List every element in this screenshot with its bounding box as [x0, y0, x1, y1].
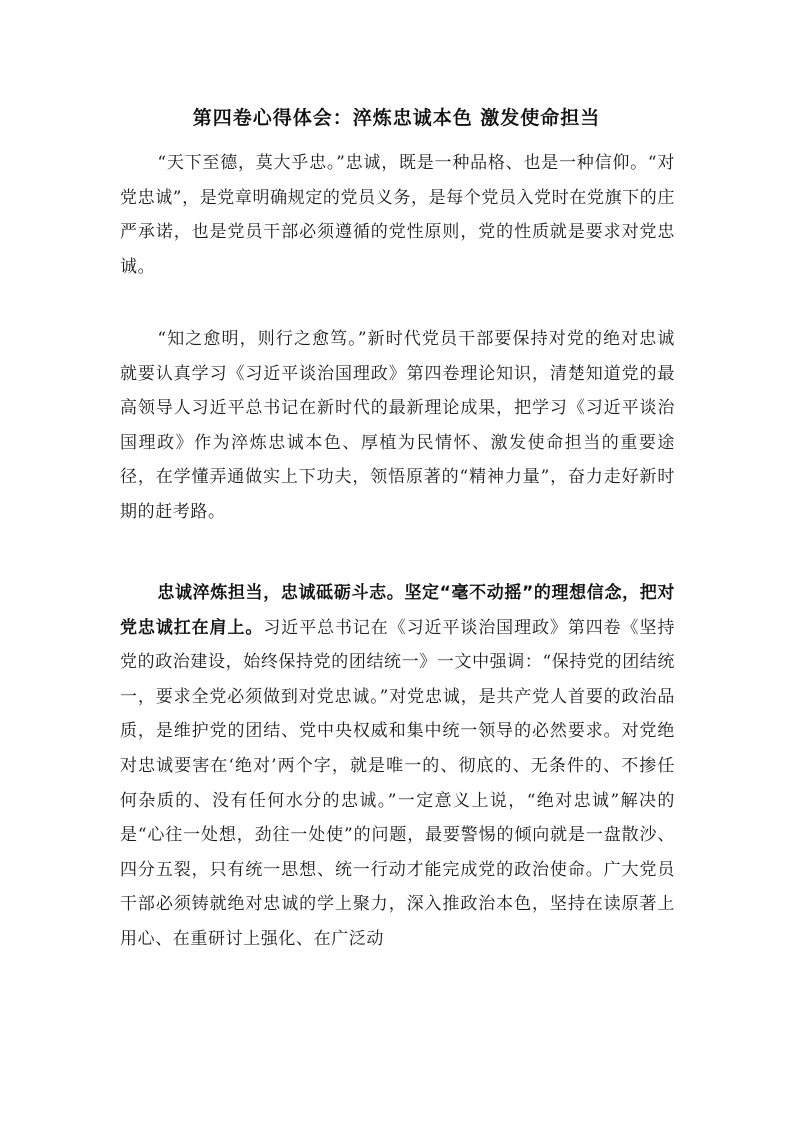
- document-title: 第四卷心得体会：淬炼忠诚本色 激发使命担当: [192, 107, 601, 129]
- paragraph-1-text: “天下至德，莫大乎忠。”忠诚，既是一种品格、也是一种信仰。“对党忠诚”，是党章明确规定的党员义务，是每个党员入党时在党旗下的庄严承诺，也是党员干部必须遵循的党性原则，党的性质就是要求对党忠诚。: [120, 153, 675, 277]
- paragraph-2: [120, 322, 675, 530]
- paragraph-3-text: 习近平总书记在《习近平谈治国理政》第四卷《坚持党的政治建设，始终保持党的团结统一》一文中强调：“保持党的团结统一，要求全党必须做到对党忠诚。”对党忠诚，是共产党人首要的政治品质，是维护党的团结、党中央权威和集中统一领导的必然要求。对党绝对忠诚要害在‘绝对’两个字，就是唯一的、彻底的、无条件的、不掺任何杂质的、没有任何水分的忠诚。”一定意义上说，“绝对忠诚”解决的是“心往一处想，劲往一处使”的问题，最要警惕的倾向就是一盘散沙、四分五裂，只有统一思想、统一行动才能完成党的政治使命。广大党员干部必须铸就绝对忠诚的学上聚力，深入推政治本色，坚持在读原著上用心、在重研讨上强化、在广泛动: [120, 617, 675, 949]
- paragraph-3: [120, 576, 675, 957]
- paragraph-1: [120, 146, 675, 284]
- paragraph-2-text: “知之愈明，则行之愈笃。”新时代党员干部要保持对党的绝对忠诚就要认真学习《习近平谈治国理政》第四卷理论知识，清楚知道党的最高领导人习近平总书记在新时代的最新理论成果，把学习《习近平谈治国理政》作为淬炼忠诚本色、厚植为民情怀、激发使命担当的重要途径，在学懂弄通做实上下功夫，领悟原著的“精神力量”，奋力走好新时期的赶考路。: [120, 329, 675, 522]
- paragraph-3-lead: 忠诚淬炼担当，忠诚砥砺斗志。坚定“毫不动摇”的理想信念，把对党忠诚扛在肩上。: [120, 583, 675, 638]
